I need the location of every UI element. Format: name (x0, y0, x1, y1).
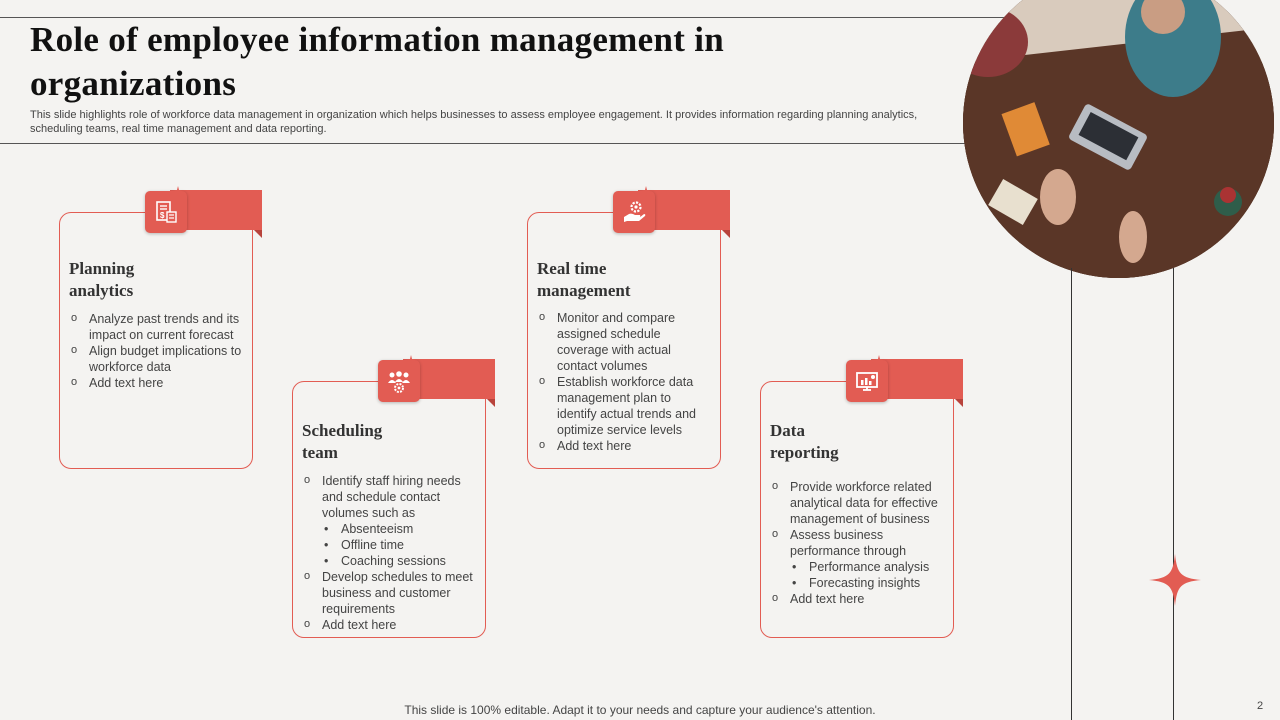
tab-fold (254, 230, 262, 238)
slide-title: Role of employee information management in organizations (30, 20, 725, 103)
card-bullets (69, 311, 244, 391)
list-item (302, 473, 484, 569)
footer-note: This slide is 100% editable. Adapt it to your needs and capture your audience's attention. (404, 703, 876, 717)
card-title: Data reporting (770, 421, 839, 462)
sparkle-star-icon (1149, 554, 1201, 606)
decor-line-right (1173, 268, 1174, 720)
list-item: o Establish workforce data management plan to identify actual trends and optimize service levels (537, 374, 713, 438)
list-item (770, 527, 944, 591)
list-item: o Add text here (537, 438, 713, 454)
card-bullets (302, 473, 484, 633)
sub-list-item: • Performance analysis (790, 559, 944, 575)
list-item: o Provide workforce related analytical data for effective management of business (770, 479, 944, 527)
tab-fold (722, 230, 730, 238)
header-rule (0, 143, 1000, 144)
team-gear-icon (378, 360, 420, 402)
sub-list-item: • Offline time (322, 537, 484, 553)
decor-line-left (1071, 268, 1072, 720)
sub-list (322, 521, 484, 569)
sub-list-item: • Forecasting insights (790, 575, 944, 591)
sub-list-item: • Absenteeism (322, 521, 484, 537)
sparkle-small-icon (874, 355, 884, 365)
list-item: o Monitor and compare assigned schedule coverage with actual contact volumes (537, 310, 713, 374)
page-number: 2 (1257, 700, 1264, 712)
tab-fold (487, 399, 495, 407)
sparkle-small-icon (641, 186, 651, 196)
card-title: Real time management (537, 259, 631, 300)
sub-list (790, 559, 944, 591)
card-title: Scheduling team (302, 421, 383, 462)
list-item: o Add text here (770, 591, 944, 607)
sparkle-small-icon (173, 186, 183, 196)
monitor-report-icon (846, 360, 888, 402)
list-item: o Develop schedules to meet business and customer requirements (302, 569, 484, 617)
list-item-text: Identify staff hiring needs and schedule contact volumes such as (322, 474, 461, 520)
hand-gear-icon (613, 191, 655, 233)
slide-subtitle: This slide highlights role of workforce data management in organization which helps businesses to assess employee engagement. It provides information regarding planning analytics, scheduling teams, real time management and data reporting. (30, 109, 918, 135)
list-item: o Align budget implications to workforce data (69, 343, 244, 375)
sub-list-item: • Coaching sessions (322, 553, 484, 569)
list-item: o Add text here (302, 617, 484, 633)
tab-fold (955, 399, 963, 407)
svg-text:$: $ (160, 211, 165, 220)
meeting-photo (963, 0, 1274, 278)
list-item-text: Assess business performance through (790, 528, 907, 558)
card-bullets (770, 479, 944, 607)
card-bullets (537, 310, 713, 454)
card-title: Planning analytics (69, 259, 135, 300)
calculator-icon (145, 191, 187, 233)
sparkle-small-icon (406, 355, 416, 365)
list-item: o Add text here (69, 375, 244, 391)
list-item: o Analyze past trends and its impact on current forecast (69, 311, 244, 343)
